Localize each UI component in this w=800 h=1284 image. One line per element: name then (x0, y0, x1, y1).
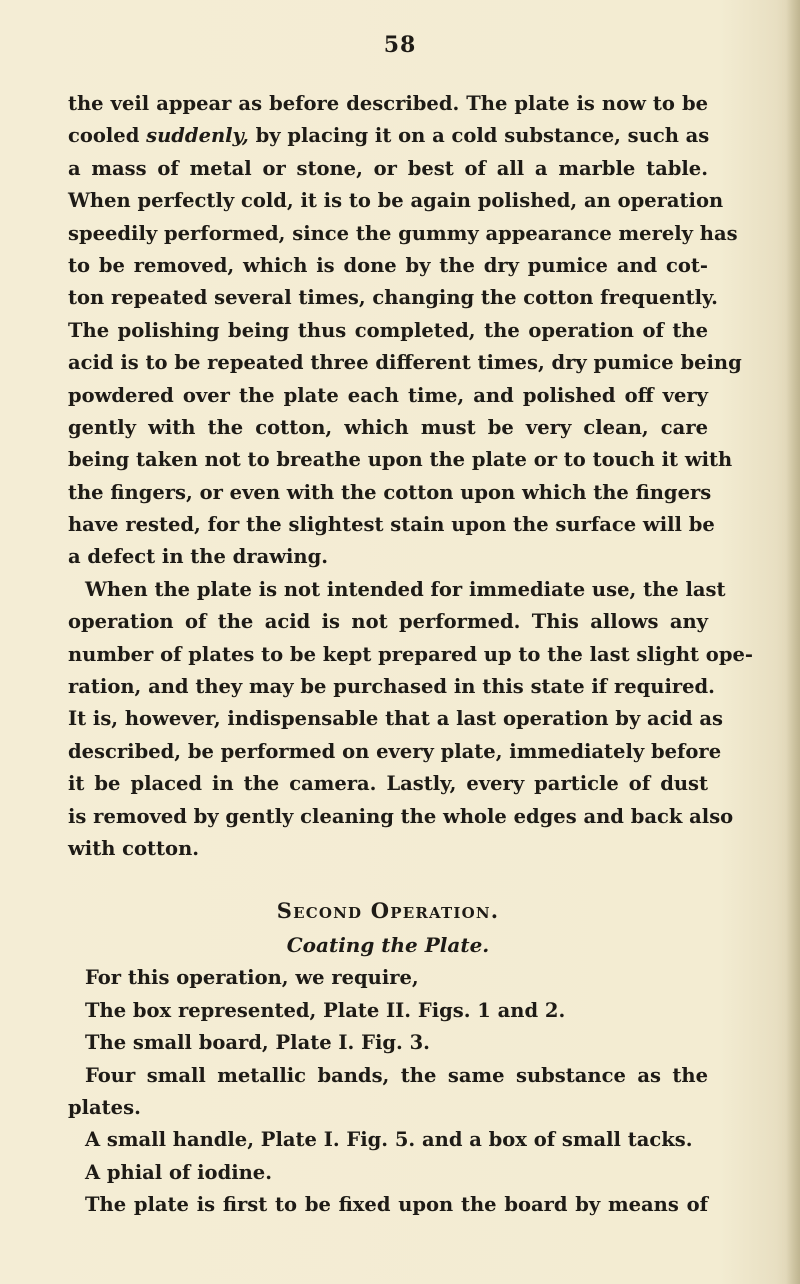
section-heading: Second Operation. (276, 898, 500, 924)
text-line: it be placed in the camera. Lastly, every particle of dust (68, 772, 708, 796)
text-line: with cotton. (68, 836, 200, 860)
text-line: The box represented, Plate II. Figs. 1 and 2. (85, 998, 566, 1022)
text-line: When the plate is not intended for immediate use, the last (85, 577, 726, 601)
text-line: acid is to be repeated three different times, dry pumice being (68, 351, 742, 375)
text-line: A small handle, Plate I. Fig. 5. and a box of small tacks. (85, 1128, 693, 1152)
body-text (68, 88, 753, 1222)
text-line: number of plates to be kept prepared up to the last slight ope- (68, 642, 753, 666)
text-line: When perfectly cold, it is to be again polished, an operation (68, 189, 724, 213)
page-edge-shadow (786, 0, 800, 1284)
text-line: Four small metallic bands, the same substance as the (85, 1063, 708, 1087)
text-line: being taken not to breathe upon the plate or to touch it with (68, 448, 733, 472)
text-fragment: by placing it on a cold substance, such as (255, 124, 710, 148)
text-line: powdered over the plate each time, and polished off very (68, 383, 708, 407)
emphasized-word: suddenly, (146, 124, 249, 148)
text-line: a mass of metal or stone, or best of all a marble table. (68, 156, 708, 180)
text-line: The polishing being thus completed, the operation of the (68, 318, 708, 342)
text-line: operation of the acid is not performed. This allows any (68, 610, 708, 634)
text-line: have rested, for the slightest stain upon the surface will be (68, 513, 715, 537)
text-line: to be removed, which is done by the dry pumice and cot- (68, 253, 708, 277)
section-subheading: Coating the Plate. (286, 933, 490, 958)
text-line: For this operation, we require, (85, 966, 419, 990)
text-line: It is, however, indispensable that a last operation by acid as (68, 707, 724, 731)
text-line: ton repeated several times, changing the cotton frequently. (68, 286, 718, 310)
text-line: is removed by gently cleaning the whole edges and back also (68, 804, 734, 828)
text-line: gently with the cotton, which must be very clean, care (68, 415, 708, 439)
text-line: the veil appear as before described. The plate is now to be (68, 92, 708, 115)
text-line: The plate is first to be fixed upon the board by means of (85, 1193, 708, 1217)
text-line: described, be performed on every plate, immediately before (68, 739, 722, 763)
text-line: The small board, Plate I. Fig. 3. (85, 1031, 430, 1055)
text-fragment: cooled (68, 124, 140, 148)
text-line: a defect in the drawing. (68, 545, 329, 569)
text-line: A phial of iodine. (85, 1160, 272, 1184)
text-line (68, 120, 708, 152)
text-line: the fingers, or even with the cotton upon which the fingers (68, 480, 712, 504)
text-line: speedily performed, since the gummy appearance merely has (68, 221, 738, 245)
page-number: 58 (383, 32, 417, 58)
section-gap (68, 865, 708, 894)
text-line: plates. (68, 1095, 141, 1119)
text-line: ration, and they may be purchased in this state if required. (68, 675, 715, 699)
